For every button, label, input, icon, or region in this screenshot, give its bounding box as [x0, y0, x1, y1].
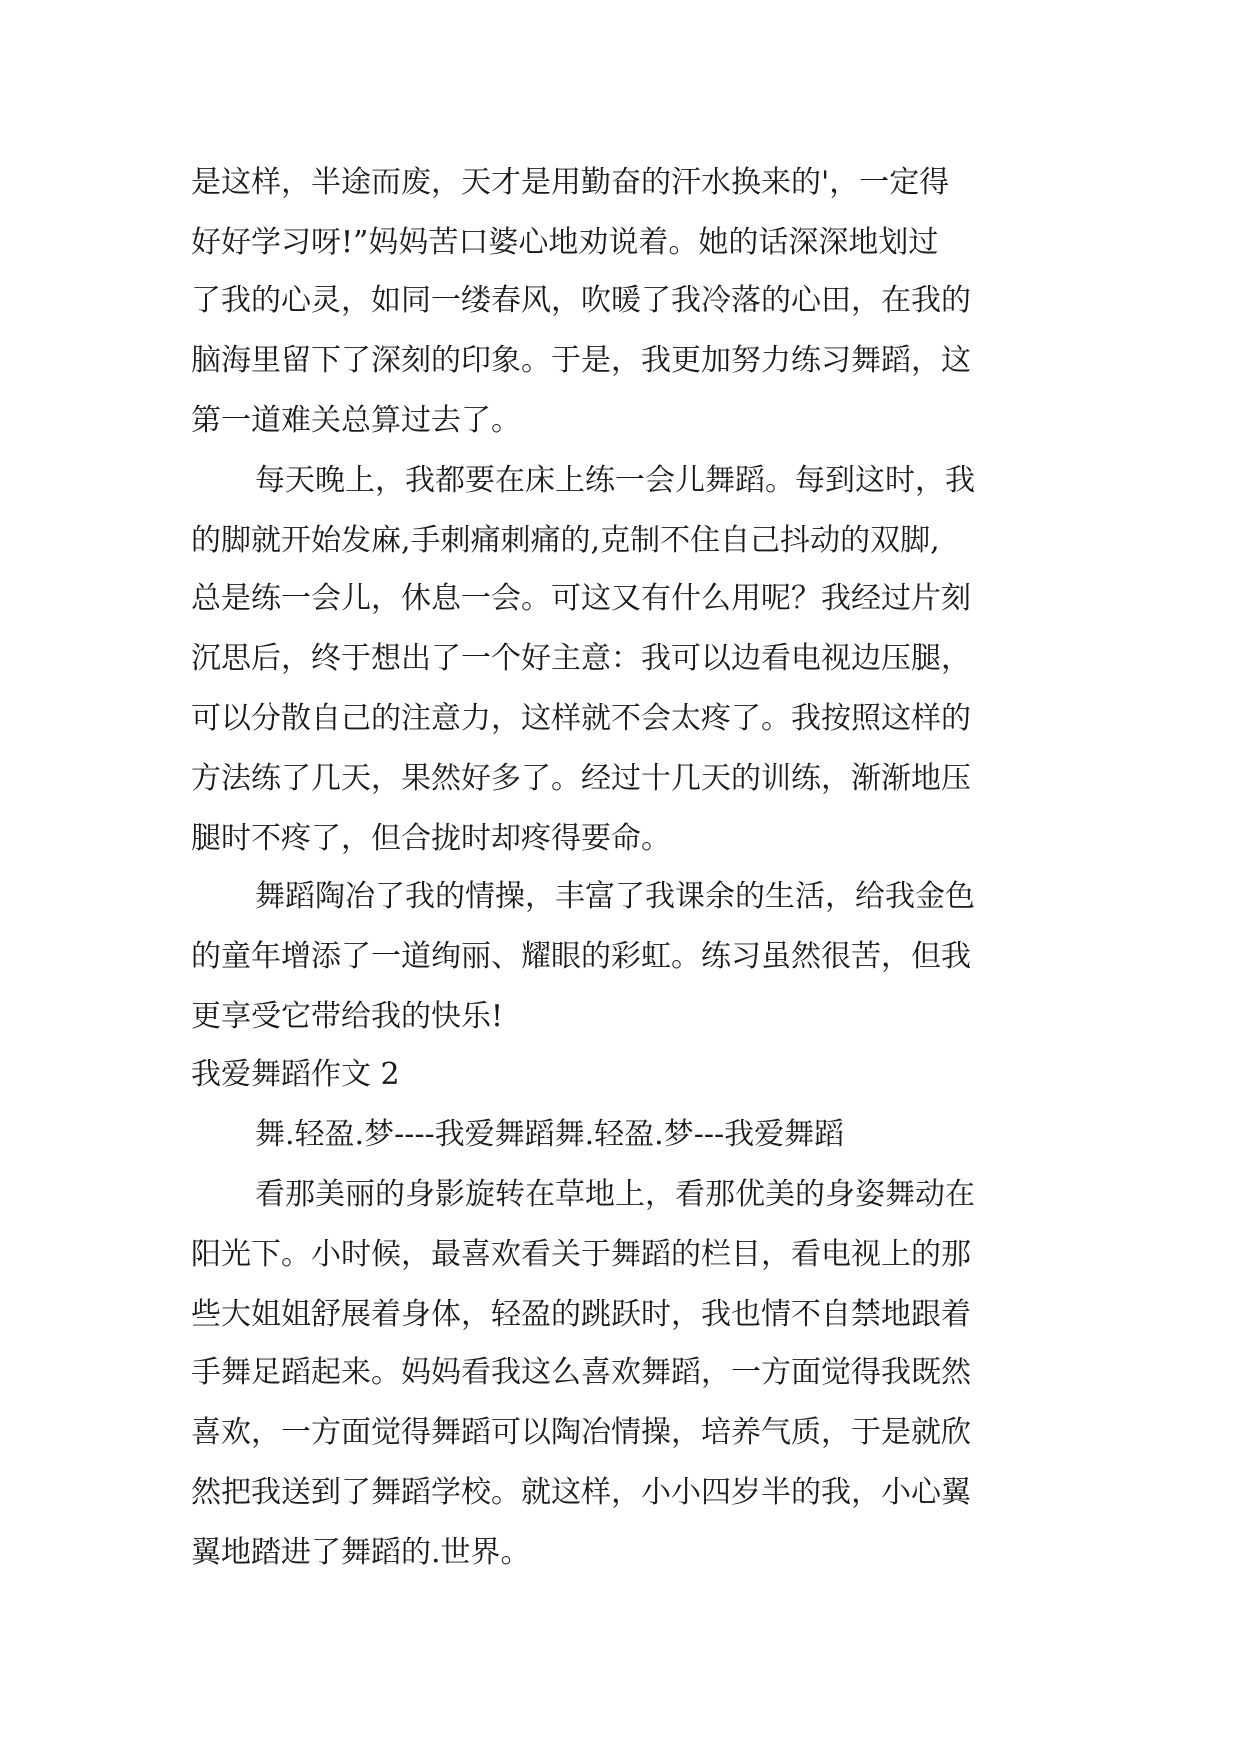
text-line: 第一道难关总算过去了。	[191, 403, 521, 438]
text-line: 腿时不疼了，但合拢时却疼得要命。	[191, 821, 671, 856]
text-line: 些大姐姐舒展着身体，轻盈的跳跃时，我也情不自禁地跟着	[191, 1297, 971, 1332]
text-line: 了我的心灵，如同一缕春风，吹暖了我冷落的心田，在我的	[191, 283, 971, 318]
text-line: 脑海里留下了深刻的印象。于是，我更加努力练习舞蹈，这	[191, 343, 971, 378]
text-line: 总是练一会儿，休息一会。可这又有什么用呢？我经过片刻	[191, 581, 971, 616]
paragraph-start-line: 舞蹈陶冶了我的情操，丰富了我课余的生活，给我金色	[255, 879, 975, 914]
text-line: 的童年增添了一道绚丽、耀眼的彩虹。练习虽然很苦，但我	[191, 939, 971, 974]
subtitle-line: 舞.轻盈.梦----我爱舞蹈舞.轻盈.梦---我爱舞蹈	[255, 1117, 845, 1152]
text-line: 好好学习呀!”妈妈苦口婆心地劝说着。她的话深深地划过	[191, 225, 939, 260]
section-heading: 我爱舞蹈作文 2	[191, 1057, 400, 1092]
text-line: 的脚就开始发麻,手刺痛刺痛的,克制不住自己抖动的双脚,	[191, 523, 940, 558]
text-line: 翼地踏进了舞蹈的.世界。	[191, 1535, 531, 1570]
paragraph-start-line: 每天晚上，我都要在床上练一会儿舞蹈。每到这时，我	[255, 463, 975, 498]
text-line: 沉思后，终于想出了一个好主意：我可以边看电视边压腿，	[191, 641, 971, 676]
text-line: 然把我送到了舞蹈学校。就这样，小小四岁半的我，小心翼	[191, 1475, 971, 1510]
text-line: 阳光下。小时候，最喜欢看关于舞蹈的栏目，看电视上的那	[191, 1237, 971, 1272]
paragraph-start-line: 看那美丽的身影旋转在草地上，看那优美的身姿舞动在	[255, 1177, 975, 1212]
text-line: 喜欢，一方面觉得舞蹈可以陶冶情操，培养气质，于是就欣	[191, 1415, 971, 1450]
text-line: 方法练了几天，果然好多了。经过十几天的训练，渐渐地压	[191, 761, 971, 796]
text-line: 可以分散自己的注意力，这样就不会太疼了。我按照这样的	[191, 701, 971, 736]
text-line: 是这样，半途而废，天才是用勤奋的汗水换来的'，一定得	[191, 165, 950, 200]
text-line: 更享受它带给我的快乐!	[191, 999, 504, 1034]
text-line: 手舞足蹈起来。妈妈看我这么喜欢舞蹈，一方面觉得我既然	[191, 1355, 971, 1390]
